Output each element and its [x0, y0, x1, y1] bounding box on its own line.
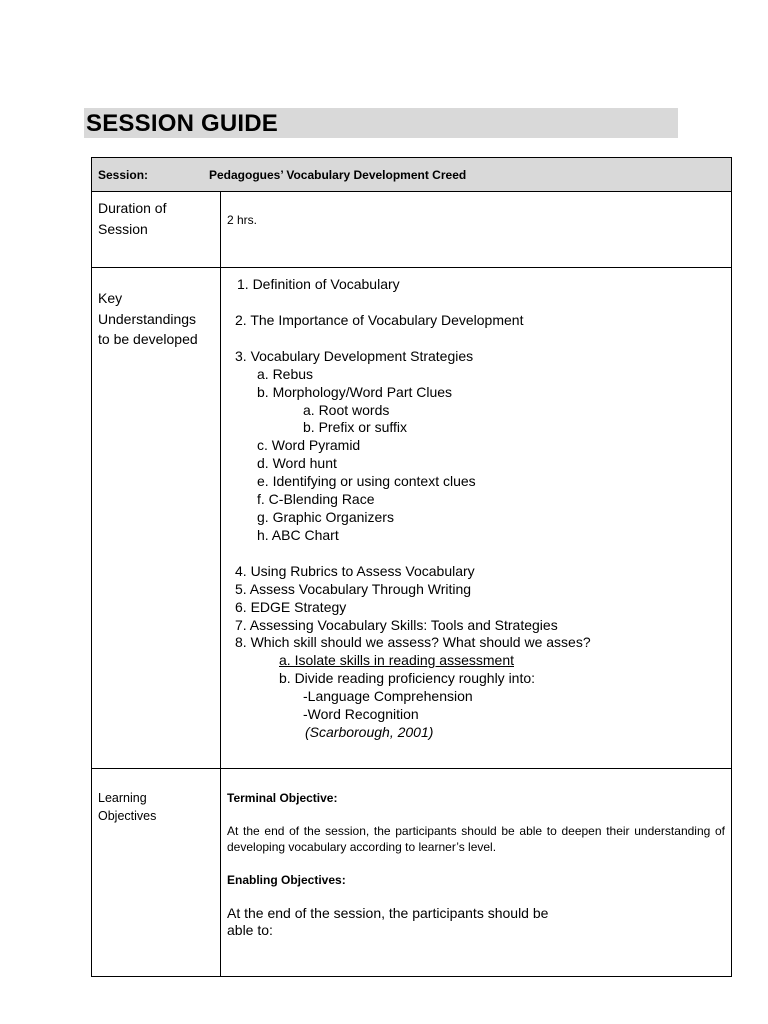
session-label: Session: [98, 168, 149, 182]
title-bar [84, 108, 678, 138]
key-understandings-row [92, 268, 732, 769]
list-item: d. Word hunt [257, 455, 337, 472]
session-table [91, 157, 732, 977]
duration-label-line1: Duration of [98, 200, 167, 216]
objectives-label-line2: Objectives [98, 809, 157, 823]
key-label-line2: Understandings [98, 310, 197, 327]
key-label-line1: Key [98, 290, 123, 306]
list-item: f. C-Blending Race [257, 491, 375, 508]
terminal-objective-heading: Terminal Objective: [227, 791, 338, 805]
enabling-objectives-heading: Enabling Objectives: [227, 873, 346, 887]
learning-objectives-row [92, 769, 732, 977]
list-item: 5. Assess Vocabulary Through Writing [235, 580, 472, 597]
objectives-content [221, 769, 732, 977]
terminal-objective-text: At the end of the session, the participants should be able to deepen their understanding of developing vocabulary according to learner’s level. [227, 824, 725, 854]
list-item: a. Rebus [257, 365, 314, 382]
list-item: a. Isolate skills in reading assessment [279, 652, 514, 669]
duration-row [92, 192, 732, 268]
duration-value: 2 hrs. [221, 192, 732, 268]
list-item: 7. Assessing Vocabulary Skills: Tools and Strategies [235, 616, 558, 633]
key-understandings-list [221, 268, 732, 769]
list-item: c. Word Pyramid [257, 437, 361, 454]
list-item: b. Divide reading proficiency roughly into: [279, 670, 536, 687]
list-item: b. Morphology/Word Part Clues [257, 383, 453, 400]
list-item: h. ABC Chart [257, 526, 339, 543]
list-item: 3. Vocabulary Development Strategies [235, 347, 474, 364]
enabling-line2: able to: [227, 922, 273, 938]
list-item: a. Root words [303, 401, 390, 418]
enabling-objectives-intro [227, 905, 725, 939]
enabling-line1: At the end of the session, the participants should be [227, 905, 549, 921]
list-item: 1. Definition of Vocabulary [237, 276, 400, 292]
list-item: -Language Comprehension [303, 688, 473, 705]
objectives-label [92, 769, 221, 977]
session-row [92, 158, 732, 192]
citation: (Scarborough, 2001) [305, 723, 434, 740]
list-item: 2. The Importance of Vocabulary Development [235, 311, 524, 328]
key-label [92, 268, 221, 769]
session-title: Pedagogues’ Vocabulary Development Creed [209, 168, 467, 182]
page-title: SESSION GUIDE [86, 110, 278, 137]
duration-label-line2: Session [98, 220, 148, 237]
duration-label [92, 192, 221, 268]
list-item: g. Graphic Organizers [257, 508, 394, 525]
key-label-line3: to be developed [98, 331, 198, 347]
list-item: 6. EDGE Strategy [235, 598, 347, 615]
list-item: e. Identifying or using context clues [257, 473, 476, 490]
objectives-label-line1: Learning [98, 791, 147, 805]
list-item: 8. Which skill should we assess? What should we asses? [235, 634, 591, 651]
session-cell [92, 158, 732, 192]
list-item: -Word Recognition [303, 706, 419, 723]
list-item: b. Prefix or suffix [303, 419, 408, 436]
list-item: 4. Using Rubrics to Assess Vocabulary [235, 562, 475, 579]
